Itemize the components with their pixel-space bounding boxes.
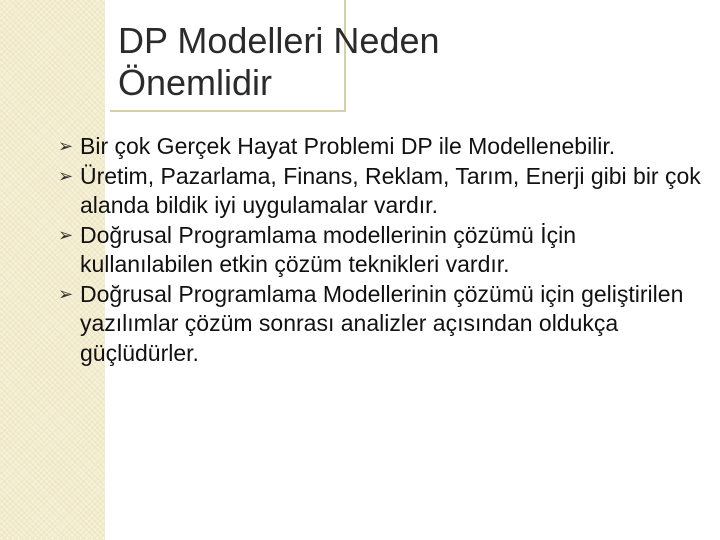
bullet-item — [58, 280, 708, 369]
arrowhead-bullet-icon: ➢ — [58, 136, 74, 156]
arrowhead-bullet-icon: ➢ — [58, 165, 74, 186]
bullet-text: Üretim, Pazarlama, Finans, Reklam, Tarım, Enerji gibi bir çok alanda bildik iyi uygulamalar vardır. — [80, 162, 701, 218]
bullet-text: Doğrusal Programlama modellerinin çözümü İçin kullanılabilen etkin çözüm teknikleri vardır. — [80, 221, 576, 277]
slide-title-line-2: Önemlidir — [118, 62, 273, 103]
bullet-item — [58, 132, 708, 162]
bullet-item — [58, 221, 708, 280]
slide-title-line-1: DP Modelleri Neden — [118, 20, 440, 61]
bullet-text: Bir çok Gerçek Hayat Problemi DP ile Modellenebilir. — [80, 133, 616, 159]
bullet-list — [58, 132, 708, 368]
arrowhead-bullet-icon: ➢ — [58, 224, 74, 245]
slide-title — [118, 20, 678, 104]
bullet-text: Doğrusal Programlama Modellerinin çözümü için geliştirilen yazılımlar çözüm sonrası analizler açısından oldukça güçlüdürler. — [80, 280, 684, 366]
arrowhead-bullet-icon: ➢ — [58, 283, 74, 304]
bullet-item — [58, 162, 708, 221]
